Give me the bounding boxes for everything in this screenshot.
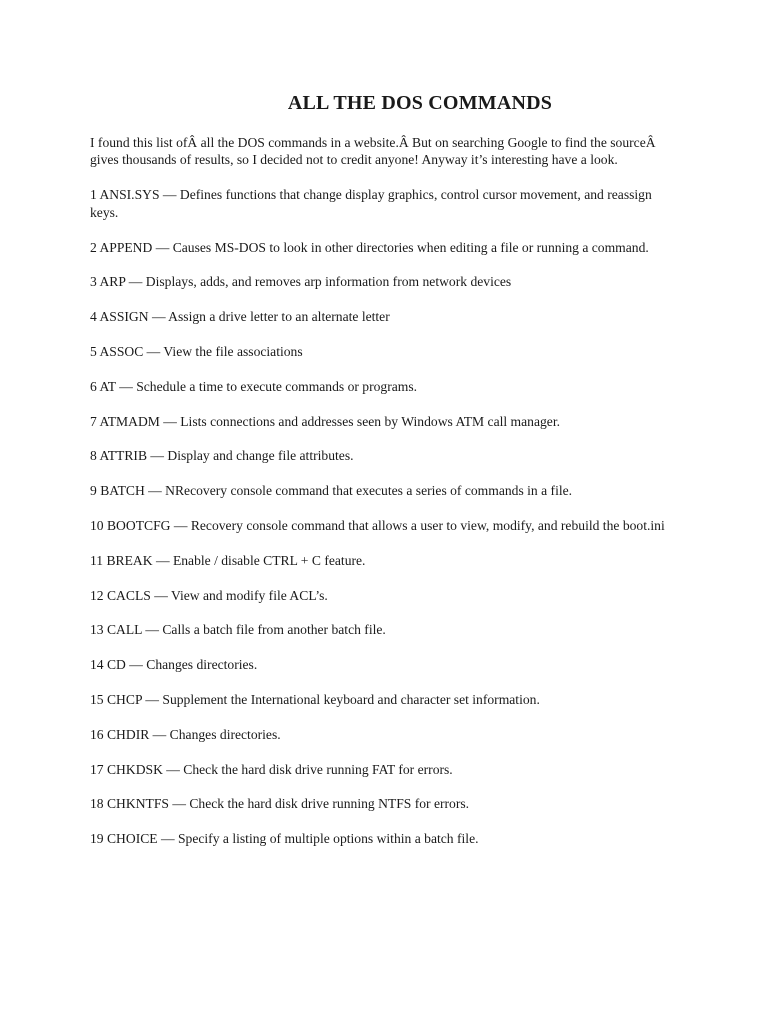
command-item: 4 ASSIGN — Assign a drive letter to an alternate letter [90, 309, 390, 325]
command-item: 8 ATTRIB — Display and change file attributes. [90, 448, 354, 464]
command-item: 13 CALL — Calls a batch file from another batch file. [90, 622, 386, 638]
command-item: 9 BATCH — NRecovery console command that executes a series of commands in a file. [90, 483, 573, 499]
command-item: 12 CACLS — View and modify file ACL’s. [90, 587, 328, 603]
command-item: 2 APPEND — Causes MS-DOS to look in other directories when editing a file or running a command. [90, 239, 649, 255]
command-item: 1 ANSI.SYS — Defines functions that change display graphics, control cursor movement, and reassign keys. [90, 187, 652, 220]
document-body [90, 134, 680, 865]
command-item: 18 CHKNTFS — Check the hard disk drive running NTFS for errors. [90, 796, 470, 812]
command-item: 16 CHDIR — Changes directories. [90, 726, 281, 742]
command-item: 14 CD — Changes directories. [90, 657, 258, 673]
command-item: 10 BOOTCFG — Recovery console command that allows a user to view, modify, and rebuild the boot.ini [90, 517, 665, 533]
command-item: 11 BREAK — Enable / disable CTRL + C feature. [90, 552, 366, 568]
intro-paragraph: I found this list ofÂ all the DOS commands in a website.Â But on searching Google to find the sourceÂ gives thousands of results, so I decided not to credit anyone! Anyway it’s interesting have a look. [90, 135, 656, 168]
document-title: ALL THE DOS COMMANDS [287, 92, 553, 114]
command-item: 19 CHOICE — Specify a listing of multiple options within a batch file. [90, 831, 479, 847]
command-item: 7 ATMADM — Lists connections and addresses seen by Windows ATM call manager. [90, 413, 561, 429]
command-item: 17 CHKDSK — Check the hard disk drive running FAT for errors. [90, 761, 453, 777]
command-item: 5 ASSOC — View the file associations [90, 344, 303, 359]
command-item: 3 ARP — Displays, adds, and removes arp information from network devices [90, 274, 512, 290]
command-item: 6 AT — Schedule a time to execute commands or programs. [90, 378, 418, 394]
command-item: 15 CHCP — Supplement the International keyboard and character set information. [90, 691, 540, 707]
